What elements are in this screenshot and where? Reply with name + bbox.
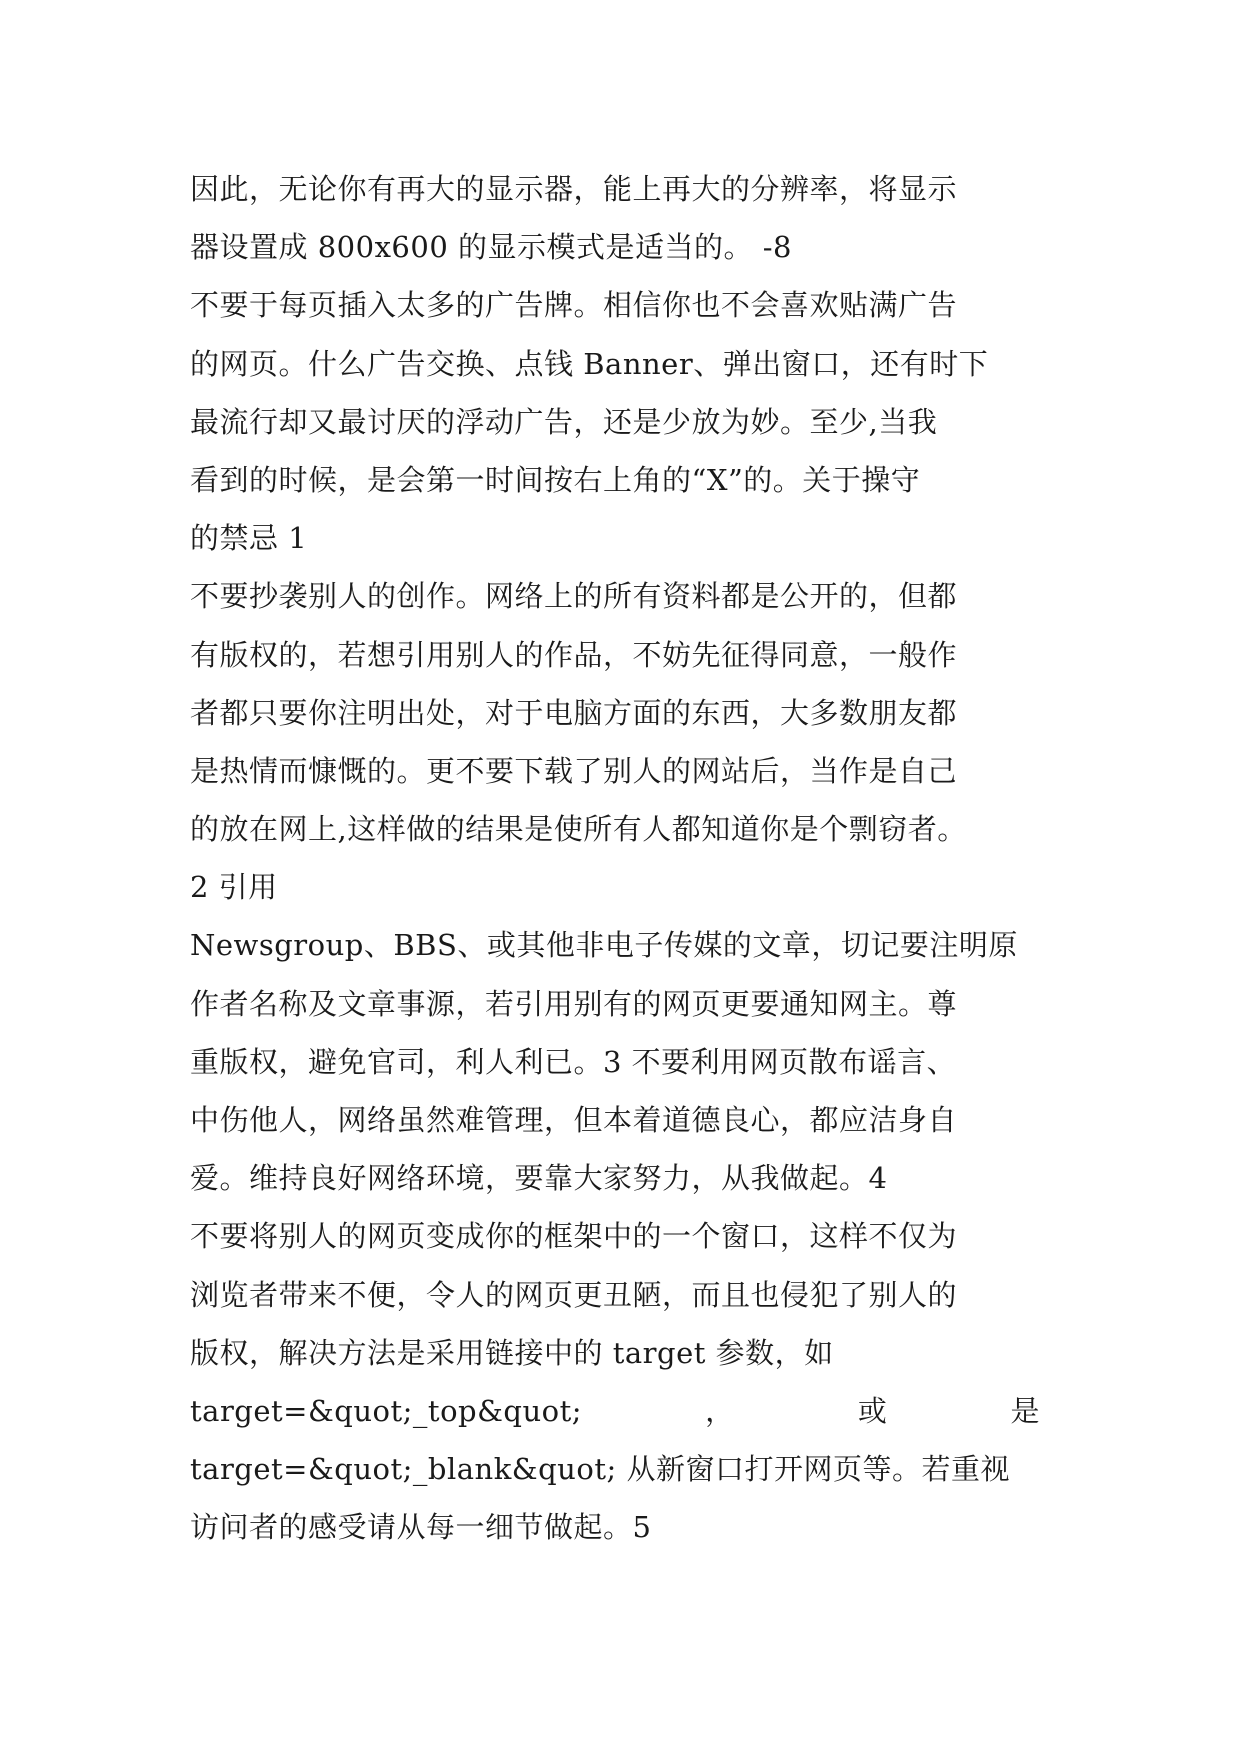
justified-text-line (190, 1382, 1040, 1440)
text-line: 因此，无论你有再大的显示器，能上再大的分辨率，将显示 (190, 172, 958, 206)
text-line: 版权，解决方法是采用链接中的 target 参数，如 (190, 1335, 834, 1370)
text-line: 看到的时候，是会第一时间按右上角的“X”的。关于操守 (190, 462, 921, 497)
text-line: 浏览者带来不便，令人的网页更丑陋，而且也侵犯了别人的 (190, 1277, 958, 1312)
text-line: 的禁忌 1 (190, 521, 308, 556)
justified-segment: target=&quot;_top&quot; (190, 1393, 583, 1428)
text-line: Newsgroup、BBS、或其他非电子传媒的文章，切记要注明原 (190, 928, 1018, 963)
text-line: 有版权的，若想引用别人的作品，不妨先征得同意，一般作 (190, 637, 958, 672)
text-line: 中伤他人，网络虽然难管理，但本着道德良心，都应洁身自 (190, 1103, 958, 1137)
text-line: 是热情而慷慨的。更不要下载了别人的网站后，当作是自己 (190, 753, 958, 788)
justified-segment: 是 (1010, 1393, 1040, 1428)
text-line: 不要抄袭别人的创作。网络上的所有资料都是公开的，但都 (190, 579, 958, 614)
text-line: target=&quot;_blank&quot; 从新窗口打开网页等。若重视 (190, 1452, 1010, 1487)
text-line: 2 引用 (190, 870, 278, 905)
text-line: 的网页。什么广告交换、点钱 Banner、弹出窗口，还有时下 (190, 346, 989, 381)
justified-segment: 或 (857, 1393, 888, 1428)
text-line: 作者名称及文章事源，若引用别有的网页更要通知网主。尊 (190, 986, 958, 1021)
body-text (190, 160, 1070, 1557)
text-line: 爱。维持良好网络环境，要靠大家努力，从我做起。4 (190, 1161, 888, 1196)
text-line: 的放在网上,这样做的结果是使所有人都知道你是个剽窃者。 (190, 812, 967, 847)
text-line: 访问者的感受请从每一细节做起。5 (190, 1510, 652, 1545)
text-line: 最流行却又最讨厌的浮动广告，还是少放为妙。至少,当我 (190, 404, 938, 439)
text-line: 者都只要你注明出处，对于电脑方面的东西，大多数朋友都 (190, 695, 958, 730)
text-line: 重版权，避免官司，利人利已。3 不要利用网页散布谣言、 (190, 1044, 957, 1079)
text-line: 不要将别人的网页变成你的框架中的一个窗口，这样不仅为 (190, 1219, 958, 1254)
text-line: 不要于每页插入太多的广告牌。相信你也不会喜欢贴满广告 (190, 288, 958, 323)
justified-segment: ， (705, 1393, 735, 1428)
text-line: 器设置成 800x600 的显示模式是适当的。 -8 (190, 230, 792, 265)
